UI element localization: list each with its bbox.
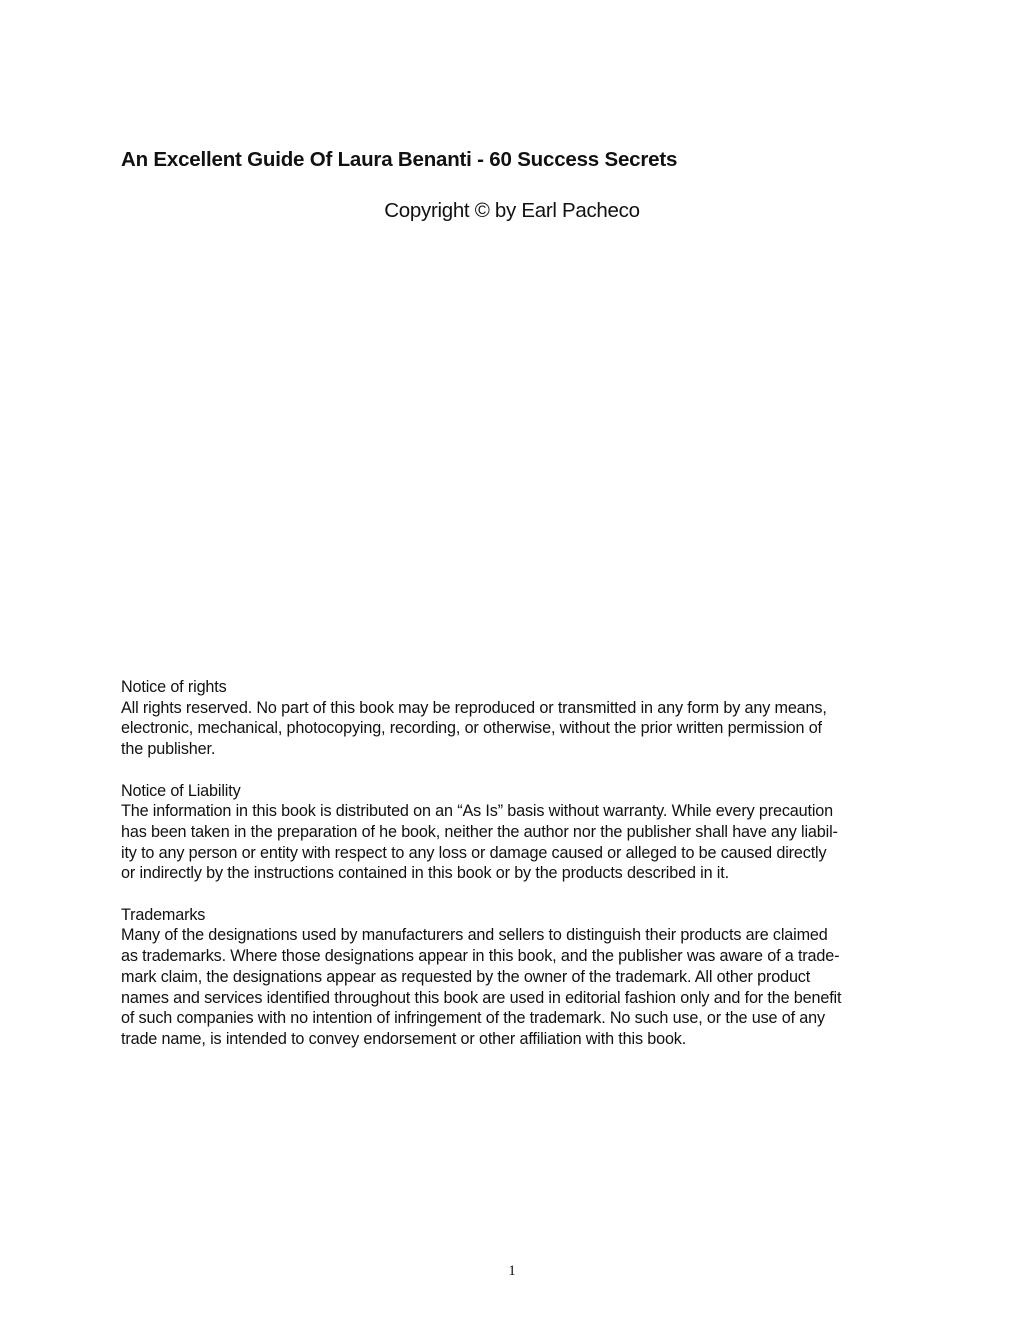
section-line: ity to any person or entity with respect to any loss or damage caused or alleged to be caused directly <box>121 843 827 862</box>
section-heading: Notice of Liability <box>121 781 241 800</box>
copyright-line: Copyright © by Earl Pacheco <box>384 199 640 222</box>
notice-of-rights <box>121 677 911 760</box>
section-line: All rights reserved. No part of this book may be reproduced or transmitted in any form by any means, <box>121 698 827 717</box>
section-line: Many of the designations used by manufacturers and sellers to distinguish their products are claimed <box>121 926 828 945</box>
trademarks-notice <box>121 905 911 1050</box>
section-heading: Trademarks <box>121 905 206 924</box>
section-line: The information in this book is distributed on an “As Is” basis without warranty. While every precaution <box>121 802 833 821</box>
section-line: mark claim, the designations appear as requested by the owner of the trademark. All other product <box>121 967 811 986</box>
page-number: 1 <box>508 1263 516 1279</box>
book-title: An Excellent Guide Of Laura Benanti - 60 Success Secrets <box>121 148 678 171</box>
section-line: or indirectly by the instructions contained in this book or by the products described in it. <box>121 864 729 883</box>
section-line: trade name, is intended to convey endorsement or other affiliation with this book. <box>121 1029 687 1048</box>
section-line: electronic, mechanical, photocopying, recording, or otherwise, without the prior written permission of <box>121 719 822 738</box>
section-line: has been taken in the preparation of he book, neither the author nor the publisher shall have any liabil- <box>121 822 838 841</box>
notice-of-liability <box>121 781 911 885</box>
section-line: the publisher. <box>121 740 216 759</box>
section-line: of such companies with no intention of infringement of the trademark. No such use, or the use of any <box>121 1009 825 1028</box>
section-heading: Notice of rights <box>121 678 227 696</box>
notices-block <box>121 677 911 1070</box>
section-line: names and services identified throughout this book are used in editorial fashion only and for the benefit <box>121 988 842 1007</box>
section-line: as trademarks. Where those designations appear in this book, and the publisher was aware of a trade- <box>121 947 840 966</box>
